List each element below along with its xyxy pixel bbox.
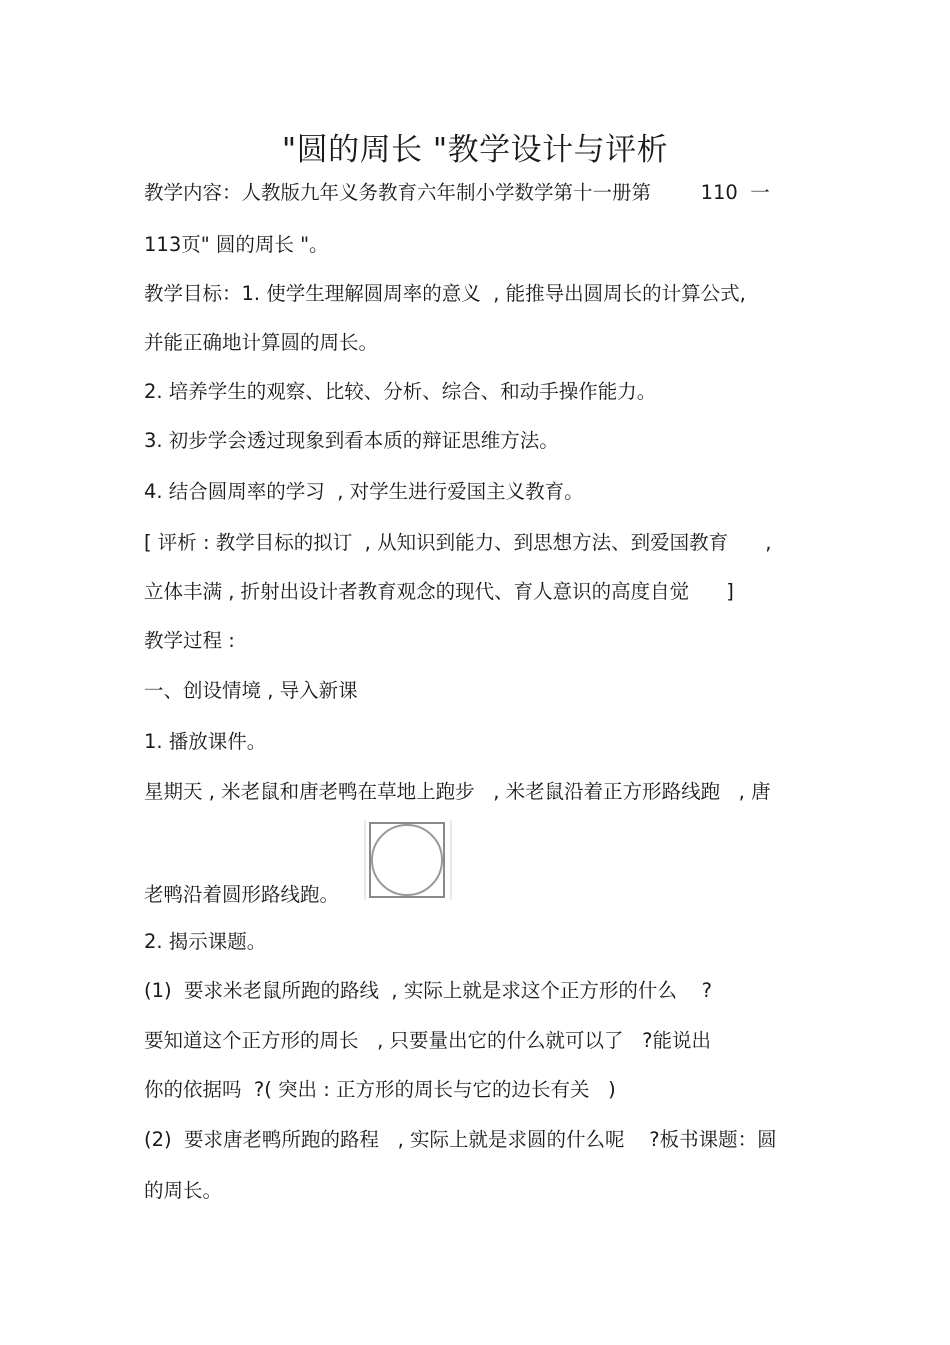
- paragraph-line: 星期天 , 米老鼠和唐老鸭在草地上跑步 , 米老鼠沿着正方形路线跑 , 唐: [144, 780, 771, 803]
- paragraph-line: 要知道这个正方形的周长 , 只要量出它的什么就可以了 ?能说出: [144, 1029, 711, 1052]
- paragraph-line: 的周长。: [144, 1179, 223, 1202]
- paragraph-line: 立体丰满 , 折射出设计者教育观念的现代、育人意识的高度自觉 ]: [144, 580, 734, 603]
- paragraph-line: (2) 要求唐老鸭所跑的路程 , 实际上就是求圆的什么呢 ?板书课题：圆: [144, 1128, 777, 1151]
- paragraph-line: 一、创设情境 , 导入新课: [144, 679, 358, 702]
- paragraph-line: 教学内容：人教版九年义务教育六年制小学数学第十一册第 110 一: [144, 181, 770, 204]
- square-circle-figure: [364, 820, 452, 900]
- paragraph-line: 老鸭沿着圆形路线跑。: [144, 883, 340, 906]
- paragraph-line: 4. 结合圆周率的学习 , 对学生进行爱国主义教育。: [144, 480, 584, 503]
- square-with-inscribed-circle-icon: [364, 820, 452, 900]
- paragraph-line: 1. 播放课件。: [144, 730, 267, 753]
- paragraph-line: 113页" 圆的周长 "。: [144, 233, 329, 256]
- paragraph-line: 3. 初步学会透过现象到看本质的辩证思维方法。: [144, 429, 559, 452]
- paragraph-line: 并能正确地计算圆的周长。: [144, 331, 379, 354]
- paragraph-line: 你的依据吗 ?( 突出 : 正方形的周长与它的边长有关 ): [144, 1078, 616, 1101]
- paragraph-line: 2. 揭示课题。: [144, 930, 267, 953]
- paragraph-line: 教学过程 :: [144, 629, 235, 652]
- paragraph-line: 教学目标：1. 使学生理解圆周率的意义 , 能推导出圆周长的计算公式,: [144, 282, 746, 305]
- paragraph-line: [ 评析 : 教学目标的拟订 , 从知识到能力、到思想方法、到爱国教育 ,: [144, 531, 772, 554]
- paragraph-line: (1) 要求米老鼠所跑的路线 , 实际上就是求这个正方形的什么 ?: [144, 979, 712, 1002]
- paragraph-line: 2. 培养学生的观察、比较、分析、综合、和动手操作能力。: [144, 380, 657, 403]
- document-title: "圆的周长 "教学设计与评析: [281, 132, 669, 168]
